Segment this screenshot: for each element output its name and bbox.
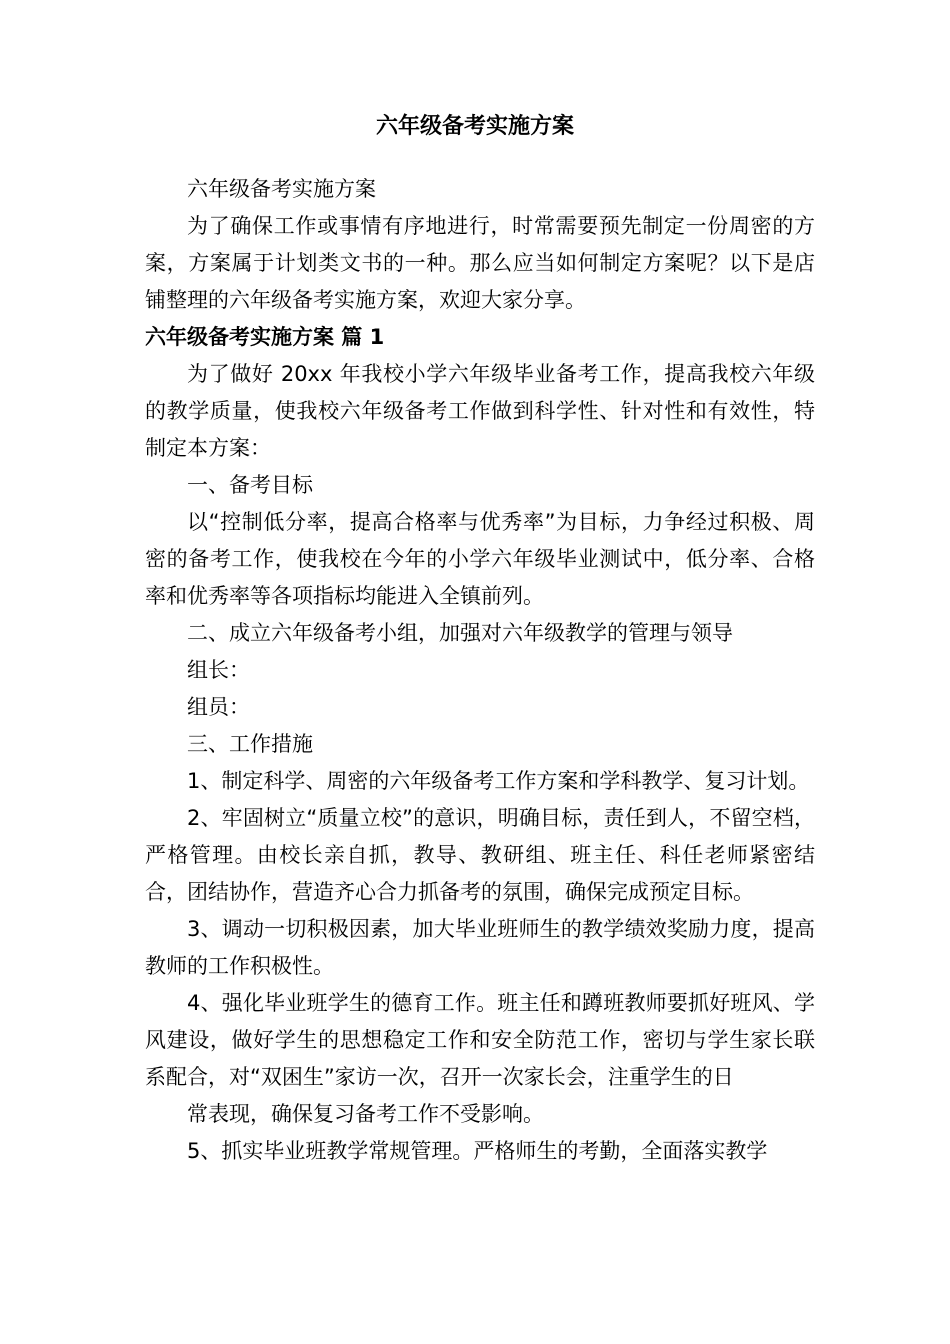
paragraph-measure-1: 1、制定科学、周密的六年级备考工作方案和学科教学、复习计划。 [187,769,810,793]
paragraph-leader: 组长： [187,658,250,682]
paragraph-members: 组员： [187,695,250,719]
document-body [145,171,815,1170]
paragraph-measure-5: 5、抓实毕业班教学常规管理。严格师生的考勤，全面落实教学 [187,1139,768,1163]
paragraph-group-heading: 二、成立六年级备考小组，加强对六年级教学的管理与领导 [187,621,733,645]
paragraph-goal: 以“控制低分率，提高合格率与优秀率”为目标，力争经过积极、周密的备考工作，使我校在今年的小学六年级毕业测试中，低分率、合格率和优秀率等各项指标均能进入全镇前列。 [145,510,815,608]
document-title: 六年级备考实施方案 [375,114,574,139]
paragraph-measure-4: 4、强化毕业班学生的德育工作。班主任和蹲班教师要抓好班风、学风建设，做好学生的思想稳定工作和安全防范工作，密切与学生家长联系配合，对“双困生”家访一次，召开一次家长会，注重学生的日 [145,991,815,1089]
paragraph-measure-4-cont: 常表现，确保复习备考工作不受影响。 [187,1102,544,1126]
paragraph-measure-3: 3、调动一切积极因素，加大毕业班师生的教学绩效奖励力度，提高教师的工作积极性。 [145,917,815,978]
paragraph-goal-heading: 一、备考目标 [187,473,313,497]
paragraph-subtitle: 六年级备考实施方案 [187,177,376,201]
section-heading: 六年级备考实施方案 篇 1 [145,325,385,349]
paragraph-intro: 为了确保工作或事情有序地进行，时常需要预先制定一份周密的方案，方案属于计划类文书的一种。那么应当如何制定方案呢？以下是店铺整理的六年级备考实施方案，欢迎大家分享。 [145,214,815,312]
paragraph-purpose: 为了做好 20xx 年我校小学六年级毕业备考工作，提高我校六年级的教学质量，使我校六年级备考工作做到科学性、针对性和有效性，特制定本方案： [145,362,815,460]
paragraph-measure-2: 2、牢固树立“质量立校”的意识，明确目标，责任到人，不留空档，严格管理。由校长亲自抓，教导、教研组、班主任、科任老师紧密结合，团结协作，营造齐心合力抓备考的氛围，确保完成预定目标。 [145,806,815,904]
paragraph-measures-heading: 三、工作措施 [187,732,313,756]
